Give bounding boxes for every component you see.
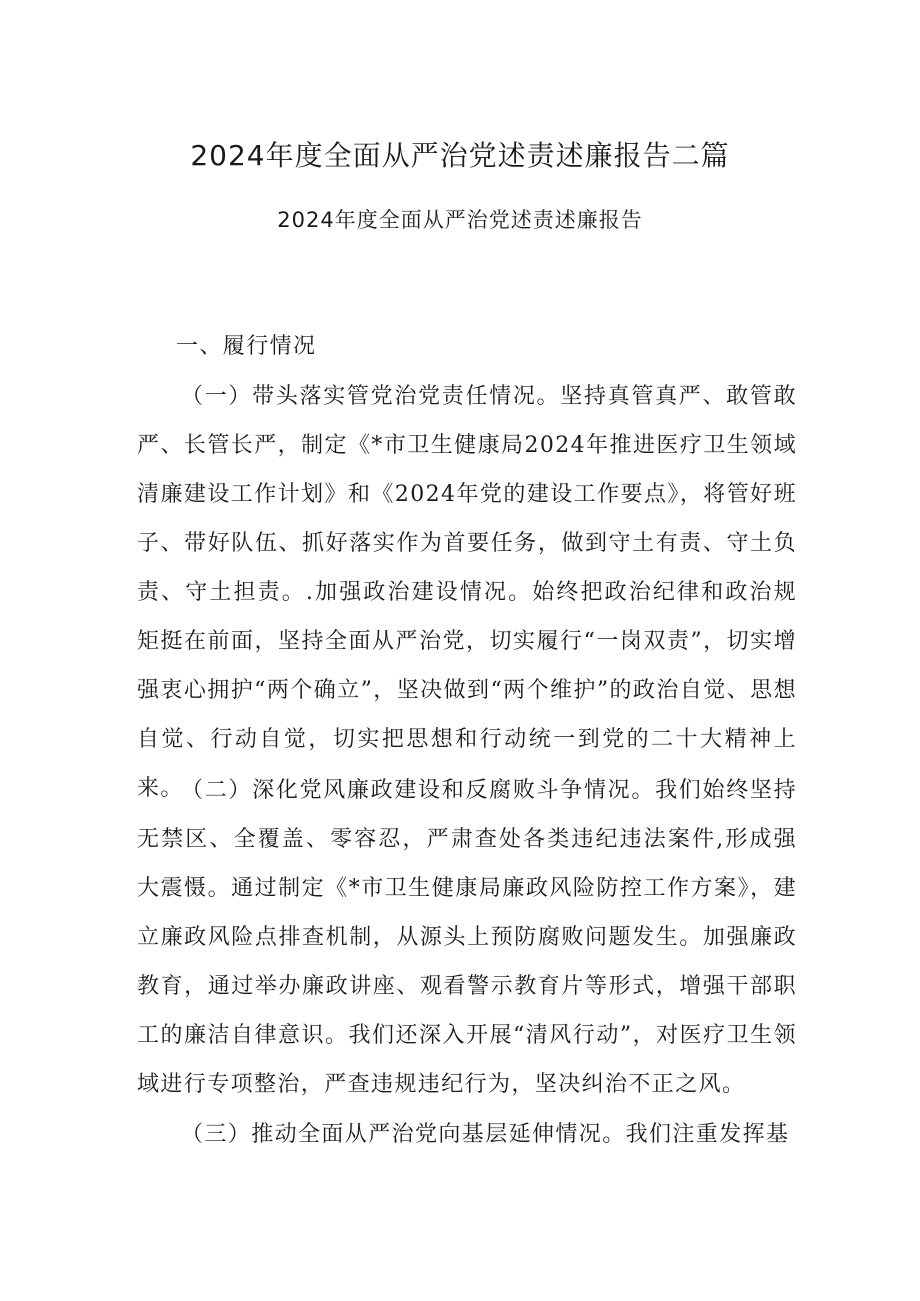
paragraph-1: （一）带头落实管党治党责任情况。坚持真管真严、敢管敢严、长管长严，制定《*市卫生健康局2024年推进医疗卫生领域清廉建设工作计划》和《2024年党的建设工作要点》，将管好班子、带好队伍、抓好落实作为首要任务，做到守土有责、守土负责、守土担责。.加强政治建设情况。始终把政治纪律和政治规矩挺在前面，坚持全面从严治党，切实履行“一岗双责”，切实增强衷心拥护“两个确立”，坚决做到“两个维护”的政治自觉、思想自觉、行动自觉，切实把思想和行动统一到党的二十大精神上来。 [137, 384, 797, 801]
section-heading: 一、履行情况 [176, 334, 317, 359]
paragraph-3: （三）推动全面从严治党向基层延伸情况。我们注重发挥基 [181, 1122, 790, 1147]
document-subtitle: 2024年度全面从严治党述责述廉报告 [277, 208, 643, 232]
document-title: 2024年度全面从严治党述责述廉报告二篇 [190, 139, 730, 172]
paragraph-2: （二）深化党风廉政建设和反腐败斗争情况。我们始终坚持无禁区、全覆盖、零容忍，严肃查处各类违纪违法案件,形成强大震慑。通过制定《*市卫生健康局廉政风险防控工作方案》，建立廉政风险点排查机制，从源头上预防腐败问题发生。加强廉政教育，通过举办廉政讲座、观看警示教育片等形式，增强干部职工的廉洁自律意识。我们还深入开展“清风行动”，对医疗卫生领域进行专项整治，严查违规违纪行为，坚决纠治不正之风。 [137, 778, 797, 1097]
